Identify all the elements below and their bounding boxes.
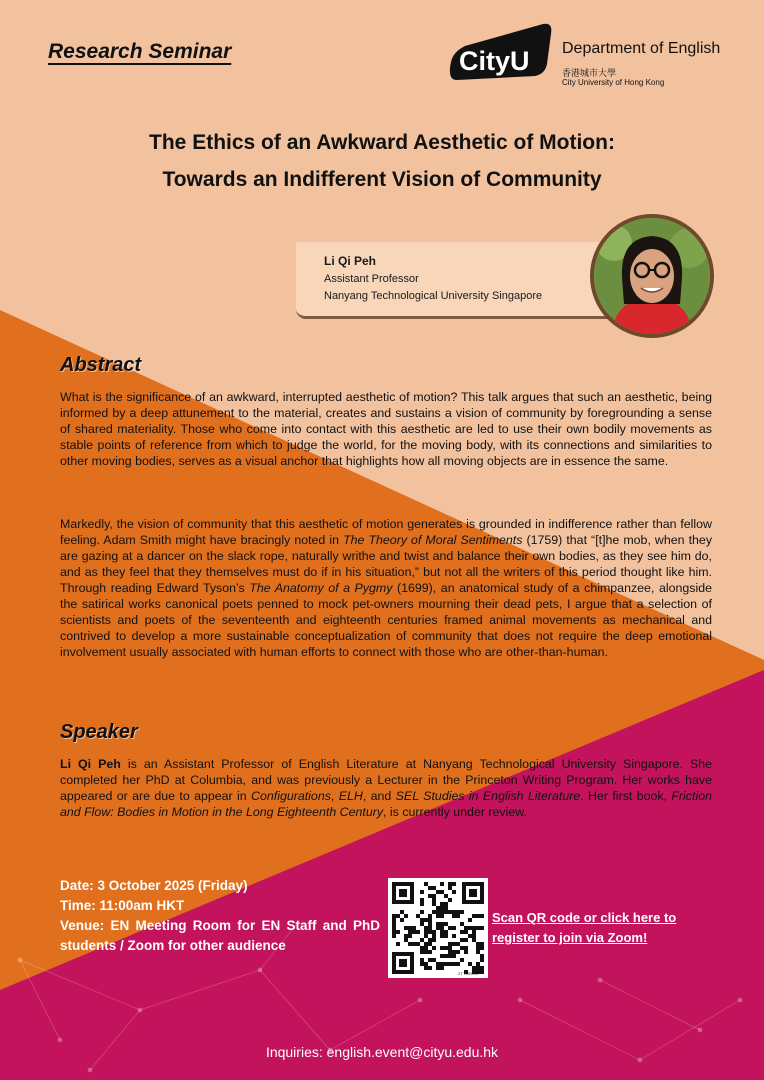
speaker-card: [296, 242, 616, 319]
inquiries-contact: Inquiries: english.event@cityu.edu.hk: [265, 1044, 499, 1060]
speaker-card-institution: Nanyang Technological University Singapore: [324, 290, 543, 302]
university-name-english: City University of Hong Kong: [562, 78, 665, 87]
speaker-card-name: Li Qi Peh: [324, 254, 377, 268]
seminar-label: Research Seminar: [48, 40, 232, 63]
speaker-heading: Speaker: [60, 721, 138, 743]
title-line-1: The Ethics of an Awkward Aesthetic of Motion:: [149, 131, 615, 154]
event-details: [60, 876, 380, 956]
event-venue: Venue: EN Meeting Room for EN Staff and PhD students / Zoom for other audience: [60, 918, 380, 953]
seminar-title: [20, 124, 744, 198]
zoom-registration-link[interactable]: Scan QR code or click here to register to join via Zoom!: [492, 910, 677, 945]
speaker-bio: Li Qi Peh is an Assistant Professor of English Literature at Nanyang Technological University Singapore. She completed her PhD at Columbia, and was previously a Lecturer in the Princeton Writing Program. Her works have appeared or are due to appear in Configurations, ELH, and SEL Studies in English Literature. Her first book, Friction and Flow: Bodies in Motion in the Long Eighteenth Century, is currently under review.: [60, 757, 713, 819]
cityu-logo: [447, 22, 557, 84]
qr-caption: 2T TORCG: [458, 971, 479, 976]
department-name: Department of English: [562, 40, 721, 57]
abstract-heading: Abstract: [60, 354, 142, 376]
speaker-photo: [590, 214, 714, 338]
university-name-chinese: 香港城市大學: [562, 68, 617, 78]
abstract-paragraph-2: Markedly, the vision of community that this aesthetic of motion generates is grounded in indifference rather than fellow feeling. Adam Smith might have bracingly noted in The Theory of Moral Sentiments (1759) that “[t]he mob, when they are gazing at a dancer on the slack rope, naturally writhe and twist and balance their own bodies, as they see him do, and as they feel that they themselves must do if in his situation,” but not all the writers of this period thought like him. Through reading Edward Tyson’s The Anatomy of a Pygmy (1699), an anatomical study of a chimpanzee, alongside the satirical works canonical poets penned to mock pet-owners mourning their dead pets, I argue that a selection of scientists and poets of the seventeenth and eighteenth centuries framed animal movements as mechanical and contrived to develop a more sustainable conceptualization of community that does not require the deep emotional involvement usually associated with human efforts to connect with those who are other-than-human.: [60, 517, 713, 659]
event-date: Date: 3 October 2025 (Friday): [60, 878, 248, 893]
qr-code[interactable]: [388, 878, 488, 978]
abstract-paragraph-1: What is the significance of an awkward, interrupted aesthetic of motion? This talk argues that such an aesthetic, being informed by a deep attunement to the material, creates and sustains a vision of community by foregrounding a sense of shared materiality. Those who come into contact with this aesthetic are led to use their own bodily movements as stable points of reference from which to judge the world, for the moving body, with its connections and similarities to other moving bodies, serves as a visual anchor that highlights how all moving objects are in essence the same.: [60, 390, 712, 468]
speaker-card-position: Assistant Professor: [324, 273, 419, 285]
svg-text:CityU: CityU: [459, 46, 530, 76]
event-time: Time: 11:00am HKT: [60, 898, 185, 913]
title-line-2: Towards an Indifferent Vision of Community: [162, 168, 602, 191]
